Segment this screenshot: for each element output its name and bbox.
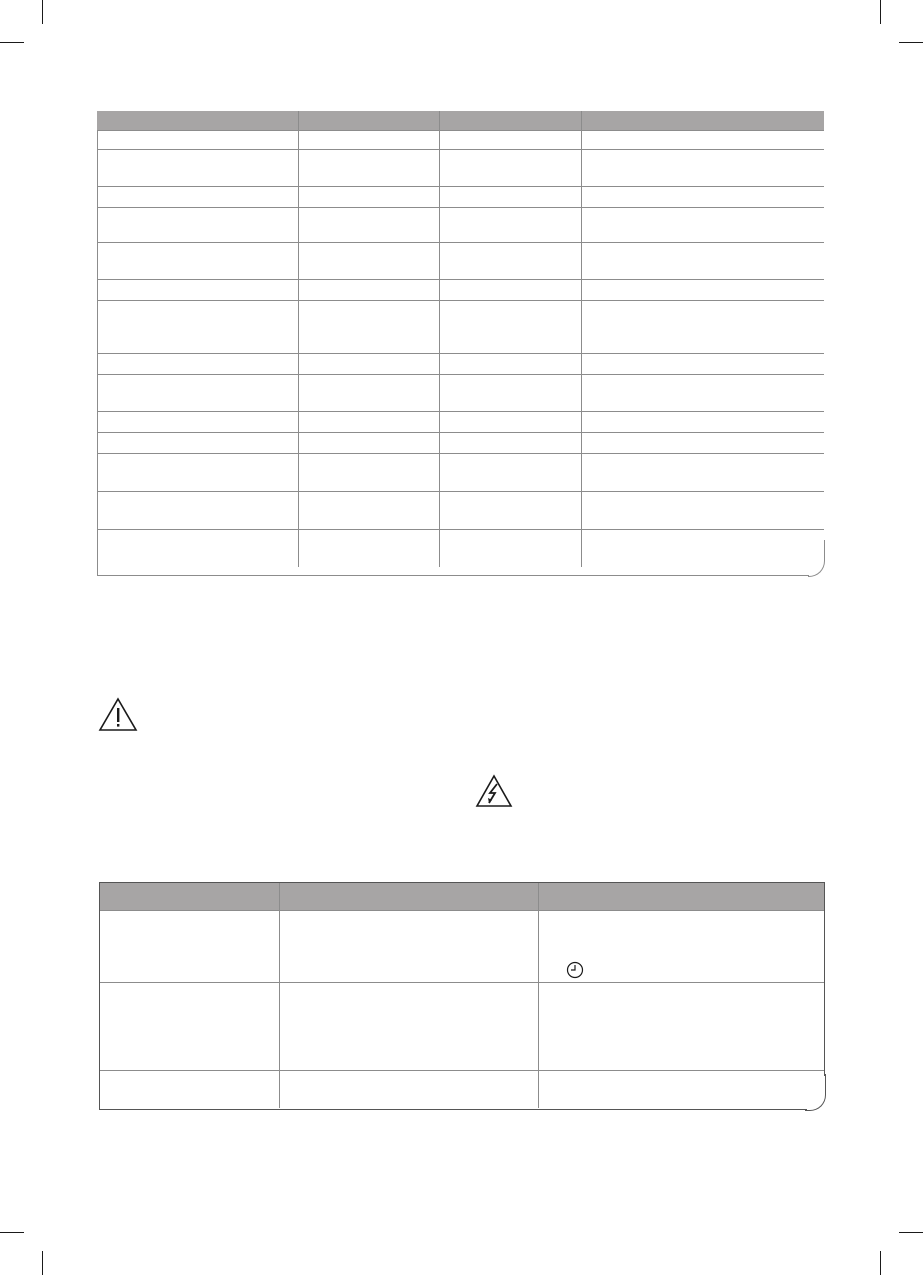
table-cell [439, 280, 581, 301]
table-cell [298, 492, 439, 530]
table-cell [279, 1071, 538, 1109]
table-cell [97, 131, 298, 150]
table-cell [97, 530, 298, 568]
table-cell [439, 354, 581, 375]
table-cell [439, 301, 581, 354]
table-cell [97, 375, 298, 412]
table-border [99, 1109, 807, 1110]
table-cell [538, 1071, 825, 1109]
crop-mark [880, 1251, 881, 1275]
table-cell [298, 243, 439, 280]
table-border [824, 882, 825, 1076]
table-row [97, 354, 824, 375]
table-row [99, 983, 825, 1071]
table-cell [97, 412, 298, 433]
table-cell [99, 983, 279, 1071]
table-row [97, 280, 824, 301]
table-cell [581, 208, 824, 243]
table-cell [97, 243, 298, 280]
table-cell [439, 131, 581, 150]
table-cell [581, 354, 824, 375]
table-cell [581, 243, 824, 280]
table-cell [581, 150, 824, 187]
table-cell [298, 208, 439, 243]
table-row [97, 243, 824, 280]
table-cell [97, 492, 298, 530]
table-border [97, 130, 98, 576]
table-cell [298, 454, 439, 492]
table-header-cell [97, 111, 298, 131]
table-row [99, 1071, 825, 1109]
table-cell [538, 983, 825, 1071]
table-cell [439, 433, 581, 454]
table-cell [581, 530, 824, 568]
crop-mark [42, 1251, 43, 1275]
table-cell [99, 911, 279, 983]
table-row [97, 433, 824, 454]
crop-mark [0, 42, 24, 43]
table-cell [298, 375, 439, 412]
table-cell [97, 301, 298, 354]
table-cell [439, 150, 581, 187]
table-header-cell [99, 883, 279, 911]
table-cell [298, 187, 439, 208]
table-cell [439, 530, 581, 568]
table-cell [439, 243, 581, 280]
table-cell [439, 375, 581, 412]
troubleshooting-table [99, 883, 825, 1108]
table-border [97, 575, 809, 576]
crop-mark [899, 1232, 923, 1233]
table-header-cell [298, 111, 439, 131]
table-row [97, 454, 824, 492]
crop-mark [899, 42, 923, 43]
table-cell [97, 354, 298, 375]
table-cell [298, 150, 439, 187]
table-cell [97, 433, 298, 454]
table-cell [279, 983, 538, 1071]
electric-shock-icon [475, 774, 513, 808]
table-cell [97, 187, 298, 208]
table-cell [298, 530, 439, 568]
table-row [97, 150, 824, 187]
table-cell [279, 911, 538, 983]
table-header-row [97, 111, 824, 131]
table-cell [581, 375, 824, 412]
table-row [97, 187, 824, 208]
table-cell [581, 492, 824, 530]
warning-triangle-icon [98, 697, 138, 732]
table-cell [581, 301, 824, 354]
table-header-row [99, 883, 825, 911]
table-cell [439, 208, 581, 243]
table-row [97, 301, 824, 354]
table-cell [439, 454, 581, 492]
table-header-cell [279, 883, 538, 911]
clock-icon [566, 961, 584, 979]
table-cell [298, 301, 439, 354]
table-header-cell [581, 111, 824, 131]
table-cell [97, 150, 298, 187]
table-header-cell [439, 111, 581, 131]
table-cell [439, 187, 581, 208]
table-cell [581, 433, 824, 454]
table-row [97, 208, 824, 243]
table-cell [581, 187, 824, 208]
table-row [97, 375, 824, 412]
crop-mark [0, 1232, 24, 1233]
table-cell [439, 492, 581, 530]
table-cell [298, 354, 439, 375]
table-border [99, 882, 100, 1110]
table-cell [97, 280, 298, 301]
table-cell [298, 131, 439, 150]
table-border [808, 540, 825, 577]
table-cell [581, 131, 824, 150]
table-border [99, 882, 825, 883]
table-row [97, 492, 824, 530]
crop-mark [880, 0, 881, 24]
table-row [99, 911, 825, 983]
table-cell [581, 454, 824, 492]
table-cell [439, 412, 581, 433]
table-cell [99, 1071, 279, 1109]
table-row [97, 530, 824, 568]
table-cell [298, 433, 439, 454]
table-row [97, 131, 824, 150]
table-cell [581, 280, 824, 301]
table-row [97, 412, 824, 433]
table-header-cell [538, 883, 825, 911]
spec-table [97, 111, 824, 567]
table-cell [97, 208, 298, 243]
table-cell [298, 280, 439, 301]
table-cell [97, 454, 298, 492]
crop-mark [42, 0, 43, 24]
table-cell [298, 412, 439, 433]
table-cell [581, 412, 824, 433]
